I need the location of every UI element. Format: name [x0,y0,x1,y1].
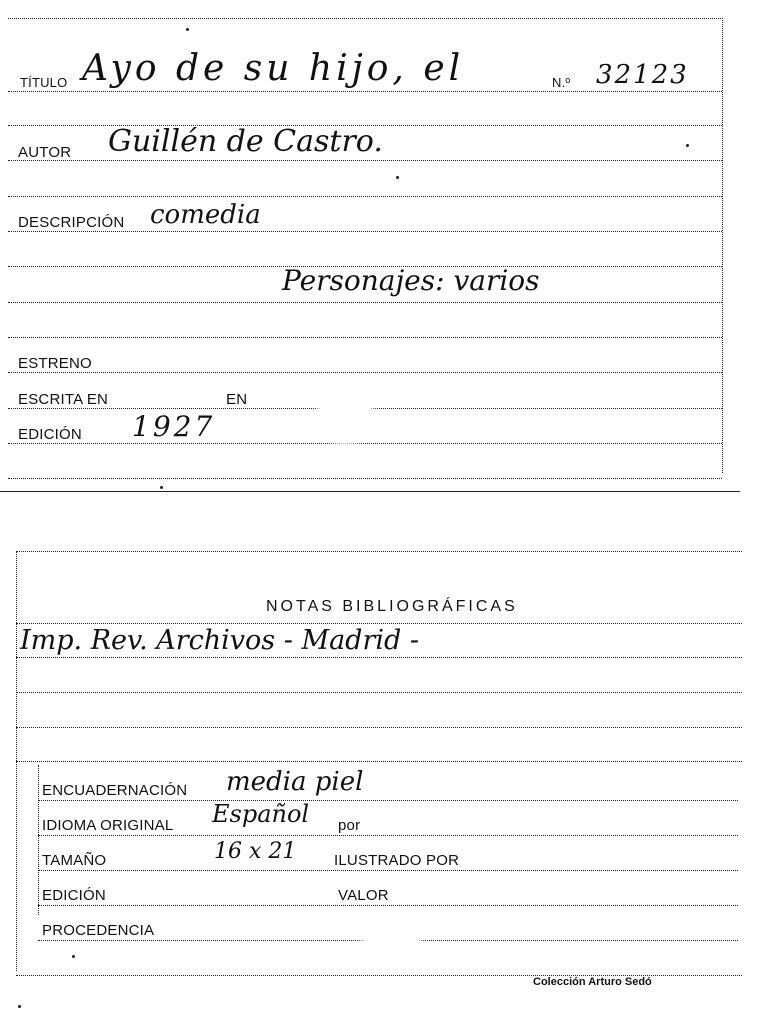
handwritten-numero: 32123 [596,60,689,90]
ruled-line [16,761,742,762]
ruled-line [16,657,742,658]
handwritten-idioma: Español [212,800,310,828]
ruled-line [8,337,722,338]
speck [72,955,75,958]
speck [18,1005,21,1008]
handwritten-descripcion: comedia [150,200,261,230]
erasure-mark [364,917,418,965]
por-label: por [338,817,361,834]
ruled-line [38,870,738,871]
catalog-card-front [0,0,740,495]
estreno-label: ESTRENO [18,355,92,372]
speck [186,28,189,31]
procedencia-label: PROCEDENCIA [42,922,155,939]
catalog-card-back [0,545,745,1015]
erasure-mark [320,386,370,442]
autor-label: AUTOR [18,144,72,161]
speck [160,486,163,489]
collection-footer: Colección Arturo Sedó [533,976,652,988]
numero-label: N.º [552,75,571,90]
ruled-line [16,727,742,728]
idioma-original-label: IDIOMA ORIGINAL [42,817,174,834]
tamano-label: TAMAÑO [42,852,107,869]
ruled-line [16,623,742,624]
ruled-line [38,905,738,906]
card-right-border [722,18,723,473]
handwritten-notas: Imp. Rev. Archivos - Madrid - [20,625,420,656]
card-top-border [8,18,723,19]
card-top-border [16,551,742,552]
escrita-en-label: ESCRITA EN [18,391,109,408]
ruled-line [8,372,722,373]
handwritten-tamano: 16 x 21 [214,839,297,864]
speck [396,176,399,179]
ruled-line [8,478,722,479]
en-label: EN [226,391,248,408]
ruled-line [38,835,738,836]
handwritten-autor: Guillén de Castro. [108,124,383,159]
ruled-line [8,196,722,197]
ruled-line [16,692,742,693]
edicion-label: EDICIÓN [18,426,82,443]
speck [686,144,689,147]
handwritten-edicion: 1927 [132,410,216,443]
valor-label: VALOR [338,887,389,904]
handwritten-personajes: Personajes: varios [282,264,540,297]
card-bottom-edge [0,491,740,492]
titulo-label: TÍTULO [20,75,68,90]
handwritten-encuadernacion: media piel [226,767,364,797]
details-left-border [38,765,39,915]
encuadernacion-label: ENCUADERNACIÓN [42,782,188,799]
ruled-line [8,160,722,161]
ruled-line [8,443,722,444]
ruled-line [8,302,722,303]
handwritten-titulo: Ayo de su hijo, el [82,48,465,89]
descripcion-label: DESCRIPCIÓN [18,214,125,231]
ruled-line [8,231,722,232]
ruled-line [38,800,738,801]
edicion-label: EDICIÓN [42,887,106,904]
ilustrado-por-label: ILUSTRADO POR [334,852,460,869]
notas-heading: NOTAS BIBLIOGRÁFICAS [266,598,518,615]
ruled-line [8,91,722,92]
